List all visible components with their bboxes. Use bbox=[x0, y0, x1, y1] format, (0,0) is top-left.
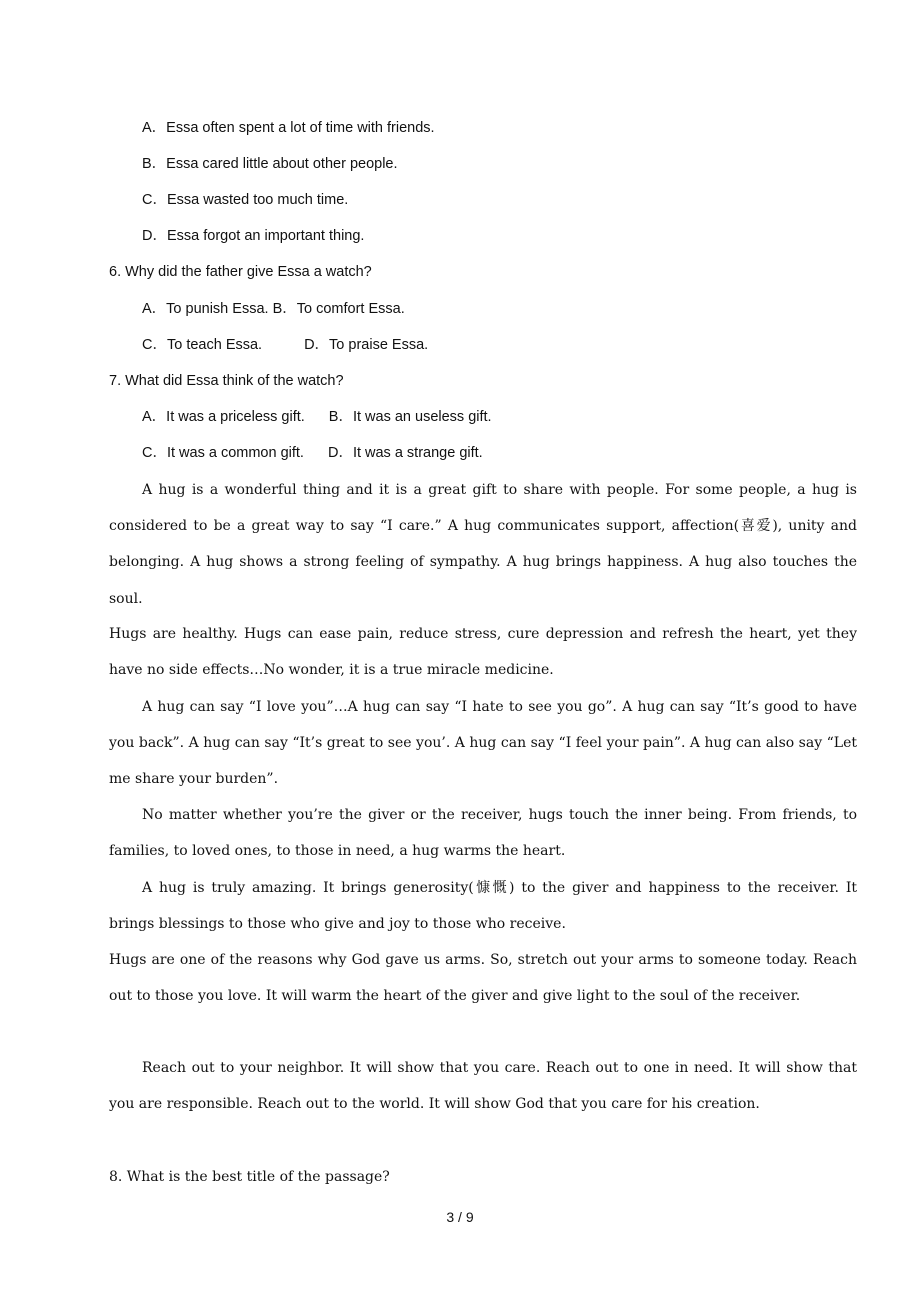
q7-options-row1 bbox=[142, 407, 492, 427]
page-number: 3 / 9 bbox=[446, 1209, 474, 1225]
q7-option-b: B．It was an useless gift. bbox=[328, 409, 492, 425]
passage-paragraph-4: No matter whether you’re the giver or the receiver, hugs touch the inner being. From friends, to families, to loved ones, to those in need, a hug warms the heart. bbox=[109, 807, 857, 860]
q5-option-c: C．Essa wasted too much time. bbox=[142, 192, 349, 208]
q7-stem: 7. What did Essa think of the watch? bbox=[109, 373, 344, 389]
q5-option-a: A．Essa often spent a lot of time with friends. bbox=[142, 120, 435, 136]
q7-option-a: A．It was a priceless gift. bbox=[142, 409, 305, 425]
passage-paragraph-3: A hug can say “I love you”…A hug can say “I hate to see you go”. A hug can say “It’s good to have you back”. A hug can say “It’s great to see you’. A hug can say “I feel your pain”. A hug can also say “Let me share your burden”. bbox=[109, 699, 857, 788]
q8-stem: 8. What is the best title of the passage? bbox=[109, 1169, 390, 1185]
passage-paragraph-5: A hug is truly amazing. It brings generosity(慷慨) to the giver and happiness to the receiver. It brings blessings to those who give and joy to those who receive. bbox=[109, 880, 857, 933]
q6-option-a: A．To punish Essa. bbox=[142, 301, 269, 317]
q6-option-d: D．To praise Essa. bbox=[304, 337, 429, 353]
q5-option-b: B．Essa cared little about other people. bbox=[142, 156, 398, 172]
q6-options-row1 bbox=[142, 299, 405, 319]
q6-options-row2 bbox=[142, 335, 428, 355]
passage-paragraph-2: Hugs are healthy. Hugs can ease pain, reduce stress, cure depression and refresh the heart, yet they have no side effects…No wonder, it is a true miracle medicine. bbox=[109, 626, 857, 679]
q6-stem: 6. Why did the father give Essa a watch? bbox=[109, 264, 372, 280]
q6-option-b: B．To comfort Essa. bbox=[272, 301, 405, 317]
q7-options-row2 bbox=[142, 443, 483, 463]
passage-paragraph-1: A hug is a wonderful thing and it is a great gift to share with people. For some people, a hug is considered to be a great way to say “I care.” A hug communicates support, affection(喜爱), unity and belonging. A hug shows a strong feeling of sympathy. A hug brings happiness. A hug also touches the soul. bbox=[109, 482, 857, 607]
passage-paragraph-6: Hugs are one of the reasons why God gave us arms. So, stretch out your arms to someone today. Reach out to those you love. It will warm the heart of the giver and give light to the soul of the receiver. bbox=[109, 952, 857, 1005]
q6-option-c: C．To teach Essa. bbox=[142, 337, 263, 353]
passage-paragraph-7: Reach out to your neighbor. It will show that you care. Reach out to one in need. It will show that you are responsible. Reach out to the world. It will show God that you care for his creation. bbox=[109, 1060, 857, 1113]
q7-option-d: D．It was a strange gift. bbox=[327, 445, 483, 461]
q7-option-c: C．It was a common gift. bbox=[142, 445, 304, 461]
q5-option-d: D．Essa forgot an important thing. bbox=[142, 228, 365, 244]
